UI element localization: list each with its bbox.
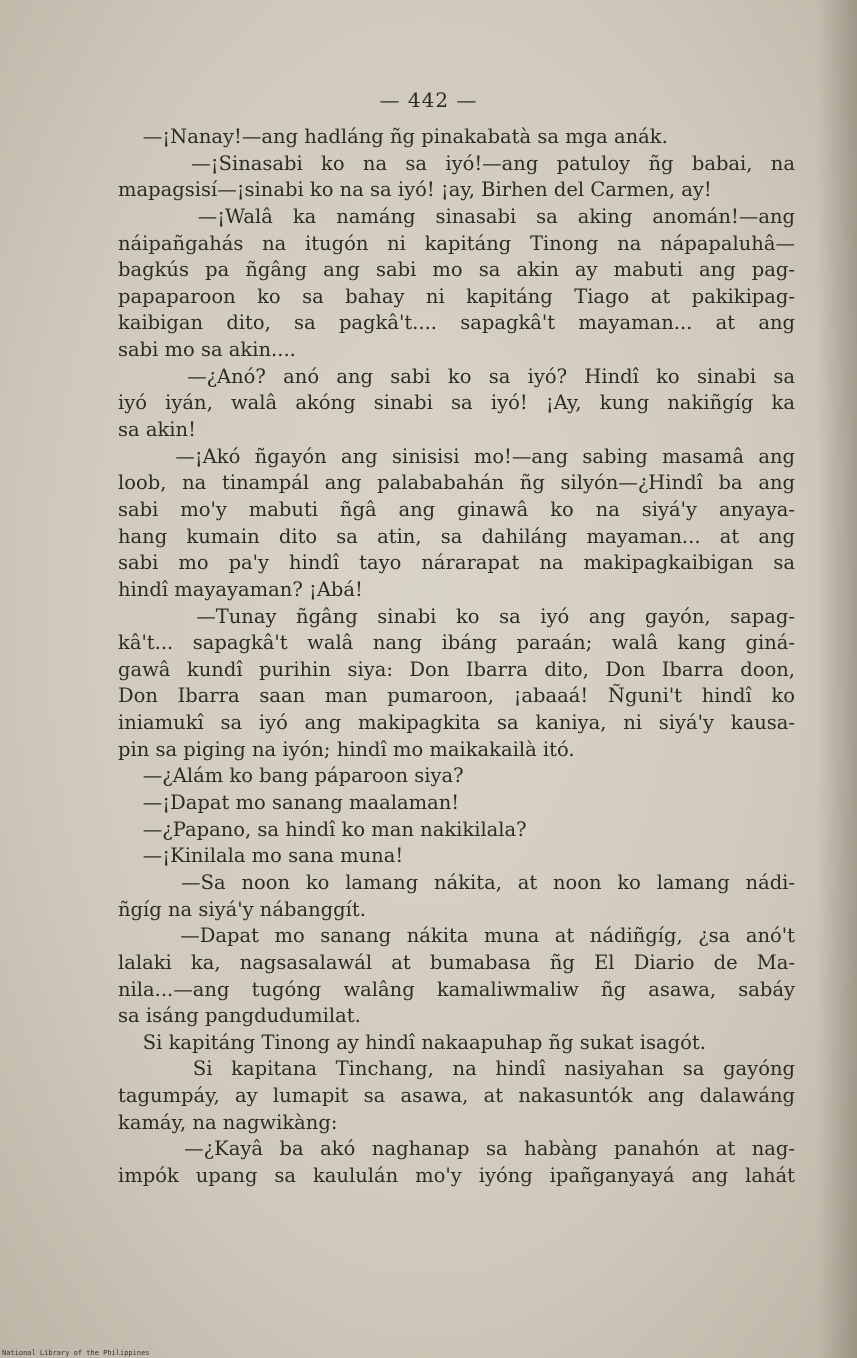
- page-number: — 442 —: [379, 88, 478, 112]
- text-line: —Tunay ñgâng sinabi ko sa iyó ang gayón, sapag-: [118, 604, 795, 628]
- text-line: tagumpáy, ay lumapit sa asawa, at nakasuntók ang dalawáng: [118, 1084, 795, 1108]
- text-line: —¿Kayâ ba akó naghanap sa habàng panahón at nag-: [118, 1137, 795, 1161]
- body-text: [118, 124, 795, 1190]
- text-line: —¿Papano, sa hindî ko man nakikilala?: [118, 817, 527, 841]
- text-line: —Sa noon ko lamang nákita, at noon ko lamang nádi-: [118, 870, 795, 894]
- page-edge-shadow: [817, 0, 857, 1358]
- text-line: sabi mo'y mabuti ñgâ ang ginawâ ko na siyá'y anyaya-: [118, 497, 795, 521]
- text-line: kaibigan dito, sa pagkâ't.... sapagkâ't mayaman... at ang: [118, 311, 795, 335]
- text-line: bagkús pa ñgâng ang sabi mo sa akin ay mabuti ang pag-: [118, 258, 795, 282]
- text-line: sabi mo pa'y hindî tayo nárarapat na makipagkaibigan sa: [118, 551, 795, 575]
- text-line: kamáy, na nagwikàng:: [118, 1110, 338, 1134]
- text-line: nila...—ang tugóng walâng kamaliwmaliw ñg asawa, sabáy: [118, 977, 795, 1001]
- text-line: —¡Walâ ka namáng sinasabi sa aking anomán!—ang: [118, 204, 795, 228]
- text-line: iniamukî sa iyó ang makipagkita sa kaniya, ni siyá'y kausa-: [118, 711, 795, 735]
- text-line: lalaki ka, nagsasalawál at bumabasa ñg El Diario de Ma-: [118, 950, 795, 974]
- text-line: hindî mayayaman? ¡Abá!: [118, 577, 363, 601]
- text-line: Si kapitáng Tinong ay hindî nakaapuhap ñg sukat isagót.: [118, 1030, 706, 1054]
- text-line: gawâ kundî purihin siya: Don Ibarra dito, Don Ibarra doon,: [118, 657, 795, 681]
- text-line: —¿Anó? anó ang sabi ko sa iyó? Hindî ko sinabi sa: [118, 364, 795, 388]
- text-line: sabi mo sa akin....: [118, 338, 296, 362]
- text-line: hang kumain dito sa atin, sa dahiláng mayaman... at ang: [118, 524, 795, 548]
- text-line: kâ't... sapagkâ't walâ nang ibáng paraán; walâ kang giná-: [118, 631, 795, 655]
- text-line: ñgíg na siyá'y nábanggít.: [118, 897, 366, 921]
- text-line: iyó iyán, walâ akóng sinabi sa iyó! ¡Ay, kung nakiñgíg ka: [118, 391, 795, 415]
- text-line: —¡Dapat mo sanang maalaman!: [118, 791, 460, 815]
- text-line: sa isáng pangdudumilat.: [118, 1004, 361, 1028]
- text-line: náipañgahás na itugón ni kapitáng Tinong na nápapaluhâ—: [118, 231, 795, 255]
- text-line: mapagsisí—¡sinabi ko na sa iyó! ¡ay, Birhen del Carmen, ay!: [118, 178, 712, 202]
- text-line: —¿Alám ko bang páparoon siya?: [118, 764, 464, 788]
- text-line: —¡Kinilala mo sana muna!: [118, 844, 404, 868]
- text-line: —¡Akó ñgayón ang sinisisi mo!—ang sabing masamâ ang: [118, 444, 795, 468]
- text-line: Si kapitana Tinchang, na hindî nasiyahan sa gayóng: [118, 1057, 795, 1081]
- text-line: sa akin!: [118, 418, 196, 442]
- text-line: —Dapat mo sanang nákita muna at nádiñgíg, ¿sa anó't: [118, 924, 795, 948]
- text-line: —¡Nanay!—ang hadláng ñg pinakabatà sa mga anák.: [118, 125, 668, 148]
- text-line: pin sa piging na iyón; hindî mo maikakailà itó.: [118, 737, 575, 761]
- text-line: impók upang sa kaululán mo'y iyóng ipañganyayá ang lahát: [118, 1163, 795, 1187]
- library-credit: National Library of the Philippines: [2, 1349, 150, 1357]
- text-line: Don Ibarra saan man pumaroon, ¡abaaá! Ñguni't hindî ko: [118, 684, 795, 708]
- text-line: papaparoon ko sa bahay ni kapitáng Tiago at pakikipag-: [118, 284, 795, 308]
- text-line: —¡Sinasabi ko na sa iyó!—ang patuloy ñg babai, na: [118, 151, 795, 175]
- text-line: loob, na tinampál ang palababahán ñg silyón—¿Hindî ba ang: [118, 471, 795, 495]
